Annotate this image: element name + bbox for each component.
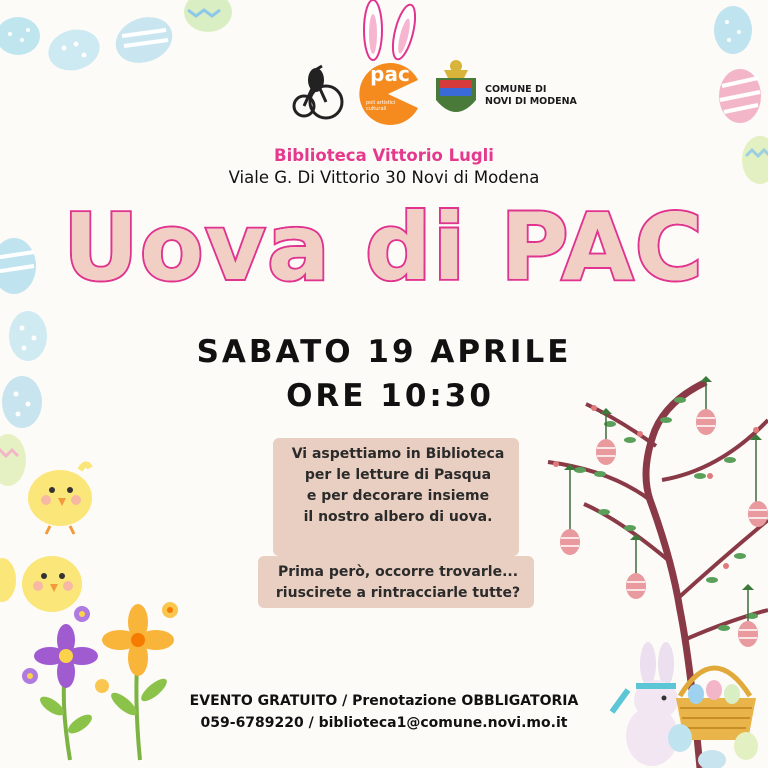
venue-address: Viale G. Di Vittorio 30 Novi di Modena xyxy=(228,168,540,187)
event-title: Uova di PAC xyxy=(63,194,705,301)
pac-logo-text: pac xyxy=(370,62,410,86)
question-line: Prima però, occorre trovarle... xyxy=(277,564,519,580)
message-line: il nostro albero di uova. xyxy=(303,509,493,525)
footer xyxy=(0,690,768,734)
bunny-ears-icon xyxy=(364,0,420,61)
question-line: riuscirete a rintracciarle tutte? xyxy=(275,585,521,601)
footer-booking: EVENTO GRATUITO / Prenotazione OBBLIGATORIA xyxy=(189,693,579,709)
venue-name: Biblioteca Vittorio Lugli xyxy=(274,146,494,165)
question-text xyxy=(14,562,768,604)
pac-logo-subtitle: poli artistici culturali xyxy=(366,100,396,112)
comune-label xyxy=(485,84,577,108)
message-line: e per decorare insieme xyxy=(306,488,490,504)
footer-contacts: 059-6789220 / biblioteca1@comune.novi.mo.it xyxy=(200,715,568,731)
event-time: ORE 10:30 xyxy=(286,378,494,414)
comune-crest-icon xyxy=(436,60,476,112)
event-date: SABATO 19 APRILE xyxy=(196,334,572,370)
comune-line-1: COMUNE DI xyxy=(485,84,547,95)
flower-icon xyxy=(102,604,174,760)
comune-line-2: NOVI DI MODENA xyxy=(485,96,577,107)
message-text xyxy=(14,444,768,528)
message-line: Vi aspettiamo in Biblioteca xyxy=(291,446,505,462)
bicycle-logo-icon xyxy=(294,66,342,118)
message-line: per le letture di Pasqua xyxy=(304,467,492,483)
venue xyxy=(0,146,768,187)
